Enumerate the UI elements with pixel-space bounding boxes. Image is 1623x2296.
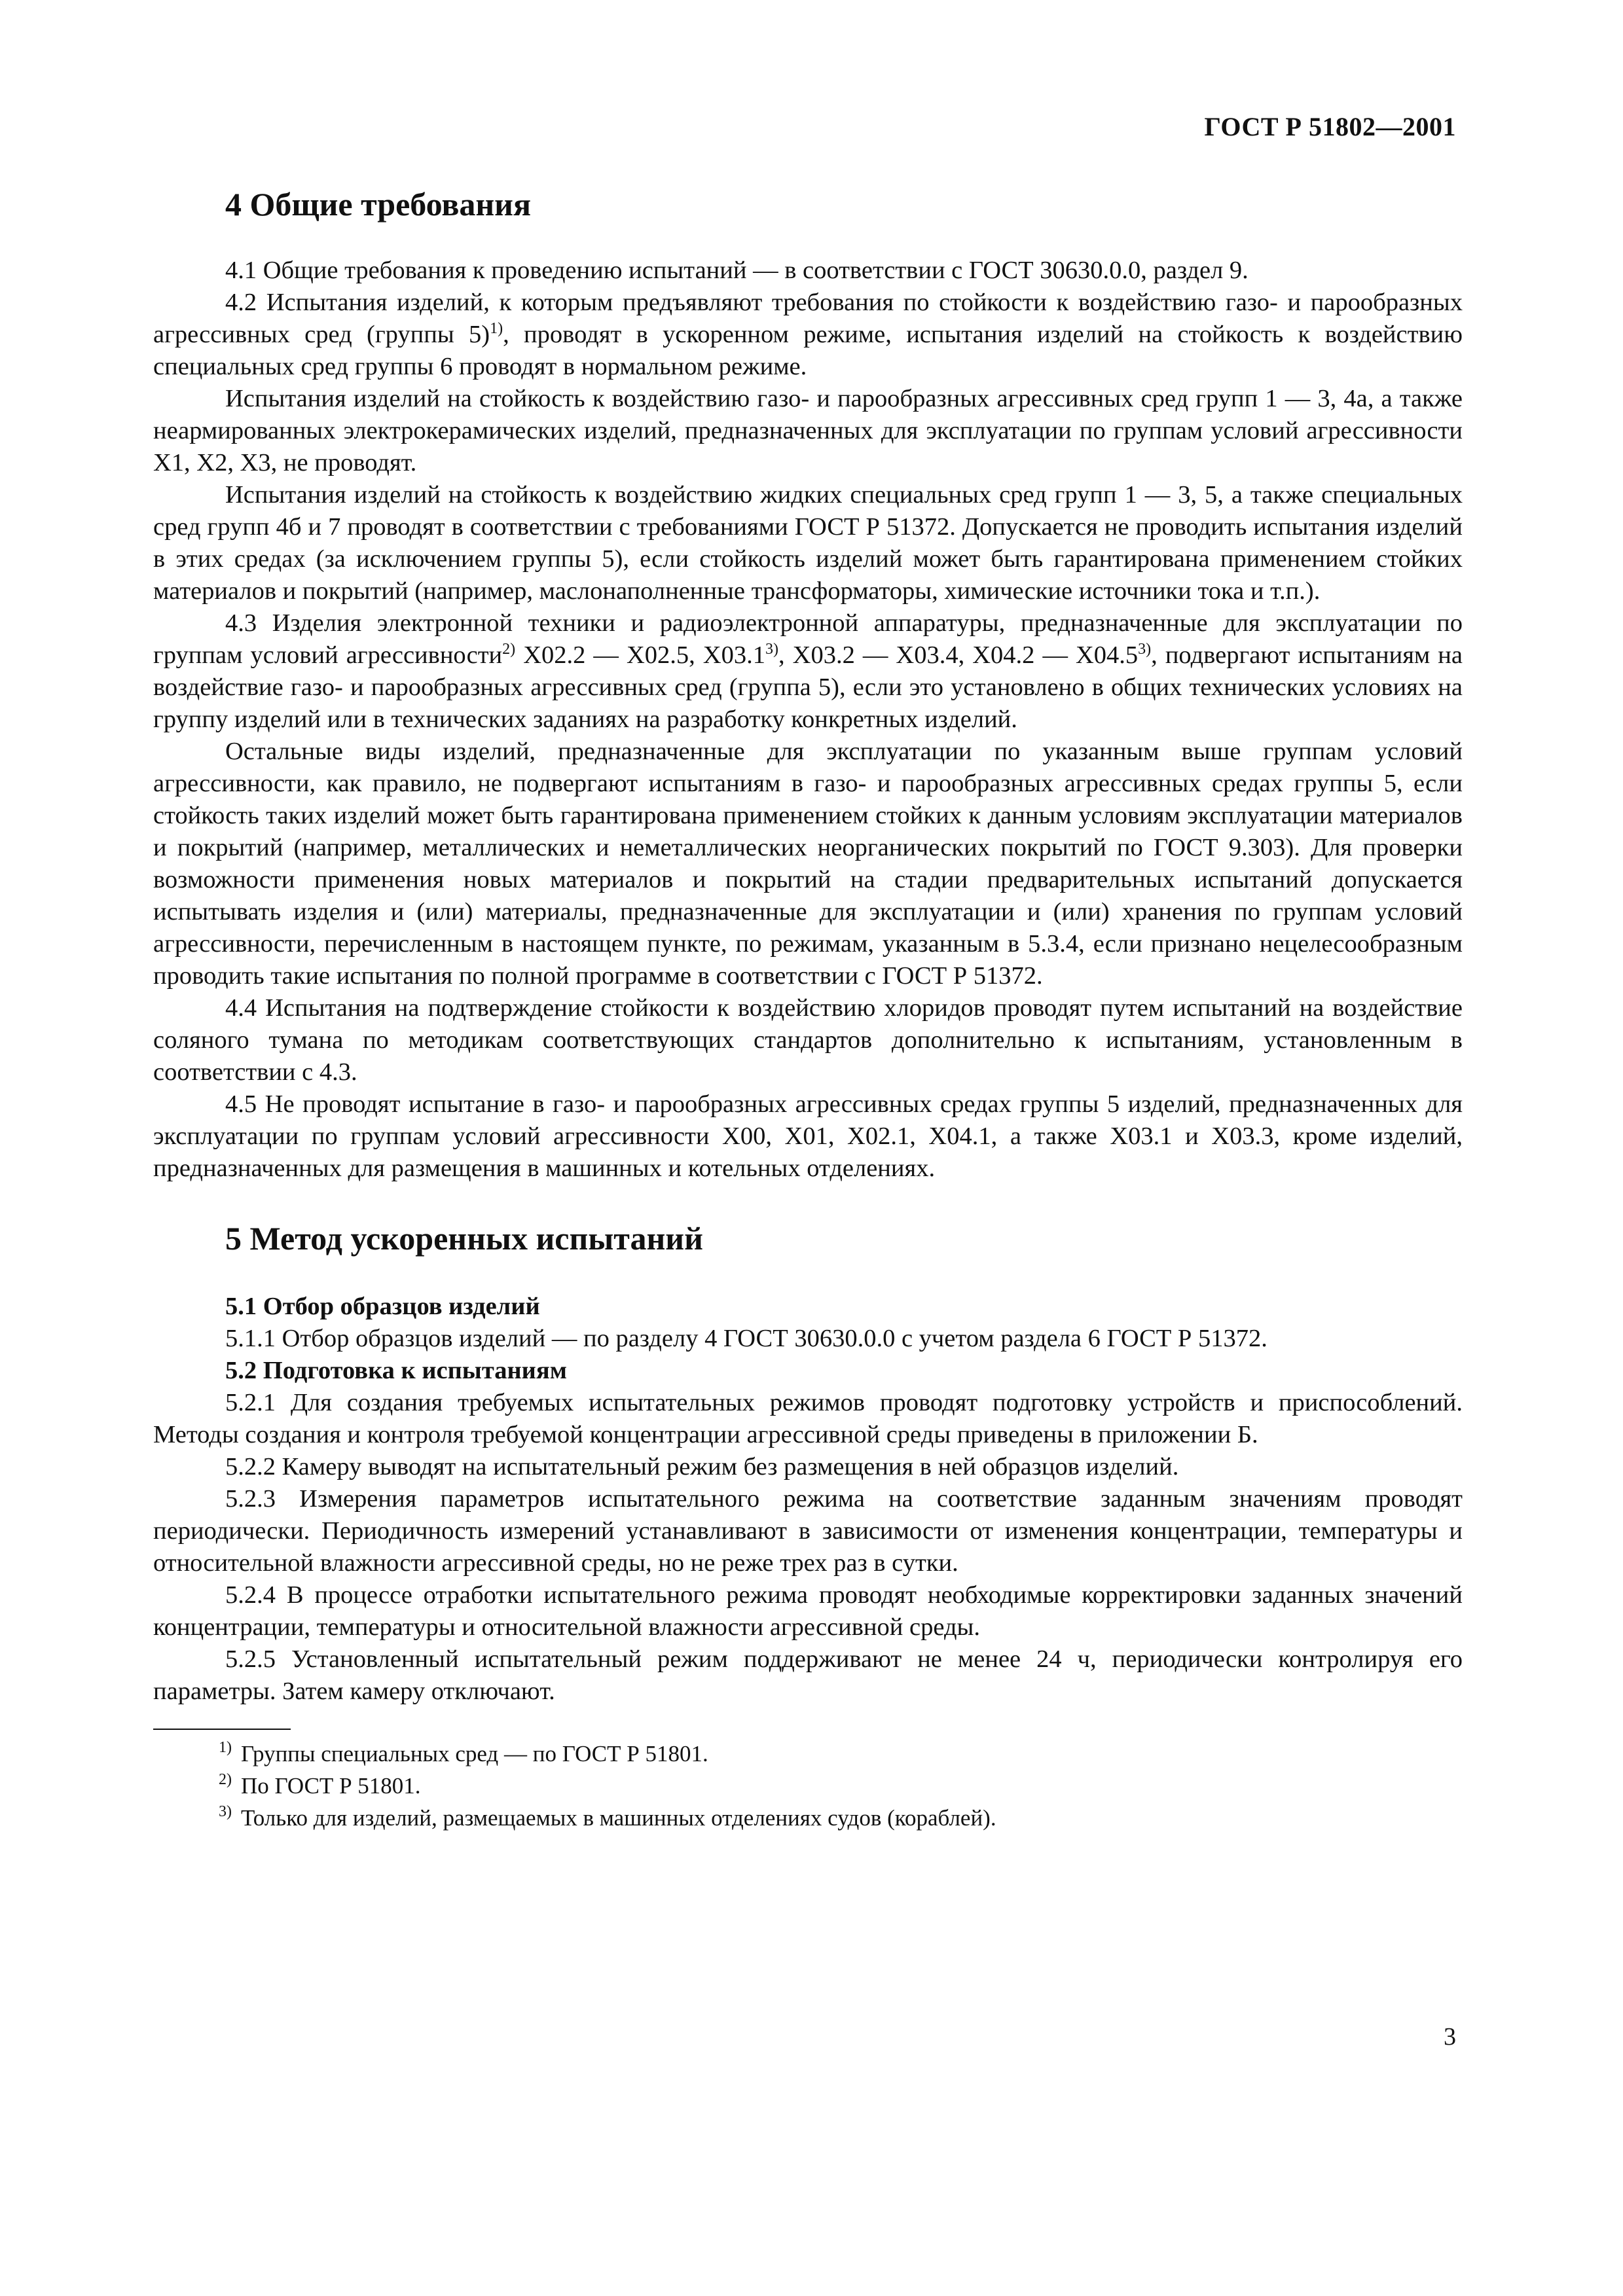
footnote-3-text: Только для изделий, размещаемых в машинных отделениях судов (кораблей).: [241, 1805, 996, 1831]
section-5-heading: 5 Метод ускоренных испытаний: [225, 1220, 703, 1257]
paragraph-5-2-5: 5.2.5 Установленный испытательный режим поддерживают не менее 24 ч, периодически контролируя его параметры. Затем камеру отключают.: [153, 1645, 1463, 1705]
section-5-body: [153, 1291, 1463, 1708]
footnote-ref-2: 2): [502, 641, 516, 658]
footnotes: [219, 1738, 1463, 1834]
paragraph-4-1: 4.1 Общие требования к проведению испытаний — в соответствии с ГОСТ 30630.0.0, раздел 9.: [225, 257, 1249, 284]
paragraph-5-2-2: 5.2.2 Камеру выводят на испытательный режим без размещения в ней образцов изделий.: [225, 1453, 1179, 1480]
footnote-ref-3a: 3): [765, 641, 778, 658]
footnote-2: [219, 1770, 1463, 1802]
paragraph-4-3-other-products: Остальные виды изделий, предназначенные для эксплуатации по указанным выше группам условий агрессивности, как правило, не подвергают испытаниям в газо- и парообразных агрессивных средах группы 5, если стойкость таких изделий может быть гарантирована применением стойких к данным условиям эксплуатации материалов и покрытий (например, металлических и неметаллических неорганических покрытий по ГОСТ 9.303). Для проверки возможности применения новых материалов и покрытий на стадии предварительных испытаний допускается испытывать изделия и (или) материалы, предназначенные для эксплуатации и (или) хранения по группам условий агрессивности, перечисленным в настоящем пункте, по режимам, указанным в 5.3.4, если признано нецелесообразным проводить такие испытания по полной программе в соответствии с ГОСТ Р 51372.: [153, 738, 1463, 990]
footnote-separator: [153, 1729, 291, 1730]
document-header: ГОСТ Р 51802—2001: [1204, 112, 1456, 141]
paragraph-4-3-text-c: , Х03.2 — Х03.4, Х04.2 — Х04.5: [778, 641, 1139, 669]
paragraph-5-2-4: 5.2.4 В процессе отработки испытательного режима проводят необходимые корректировки заданных значений концентрации, температуры и относительной влажности агрессивной среды.: [153, 1581, 1463, 1641]
section-4-body: [153, 255, 1463, 1185]
footnote-1: [219, 1738, 1463, 1770]
subsection-5-1-heading: 5.1 Отбор образцов изделий: [225, 1293, 540, 1320]
page-content: [153, 185, 1463, 1834]
paragraph-4-2-gas-groups: Испытания изделий на стойкость к воздействию газо- и парообразных агрессивных сред групп 1 — 3, 4а, а также неармированных электрокерамических изделий, предназначенных для эксплуатации по группам условий агрессивности Х1, Х2, Х3, не проводят.: [153, 385, 1463, 476]
footnote-2-mark: 2): [219, 1771, 232, 1788]
footnote-1-mark: 1): [219, 1739, 232, 1756]
footnote-ref-3b: 3): [1138, 641, 1152, 658]
paragraph-4-2-text-a: 4.2 Испытания изделий, к которым предъявляют требования по стойкости к воздействию газо- и парообразных агрессивных сред (группы 5): [153, 289, 1463, 348]
footnote-3-mark: 3): [219, 1803, 232, 1820]
paragraph-4-5: 4.5 Не проводят испытание в газо- и парообразных агрессивных средах группы 5 изделий, предназначенных для эксплуатации по группам условий агрессивности Х00, Х01, Х02.1, Х04.1, а также Х03.1 и Х03.3, кроме изделий, предназначенных для размещения в машинных и котельных отделениях.: [153, 1090, 1463, 1182]
paragraph-4-3-text-b: Х02.2 — Х02.5, Х03.1: [515, 641, 765, 669]
paragraph-5-2-1: 5.2.1 Для создания требуемых испытательных режимов проводят подготовку устройств и приспособлений. Методы создания и контроля требуемой концентрации агрессивной среды приведены в приложении Б.: [153, 1389, 1463, 1448]
paragraph-4-2-text-b: , проводят в ускоренном режиме, испытания изделий на стойкость к воздействию специальных сред группы 6 проводят в нормальном режиме.: [153, 321, 1463, 380]
paragraph-4-3-text-d: , подвергают испытаниям на воздействие газо- и парообразных агрессивных сред (группа 5), если это установлено в общих технических условиях на группу изделий или в технических заданиях на разработку конкретных изделий.: [153, 641, 1463, 733]
footnote-2-text: По ГОСТ Р 51801.: [241, 1773, 421, 1799]
footnote-ref-1: 1): [490, 320, 503, 337]
footnote-3: [219, 1802, 1463, 1834]
paragraph-4-2: [153, 287, 1463, 383]
paragraph-5-2-3: 5.2.3 Измерения параметров испытательного режима на соответствие заданным значениям проводят периодически. Периодичность измерений устанавливают в зависимости от изменения концентрации, температуры и относительной влажности агрессивной среды, но не реже трех раз в сутки.: [153, 1485, 1463, 1577]
paragraph-5-1-1: 5.1.1 Отбор образцов изделий — по разделу 4 ГОСТ 30630.0.0 с учетом раздела 6 ГОСТ Р 51372.: [225, 1325, 1267, 1352]
section-4-heading: 4 Общие требования: [225, 186, 532, 223]
paragraph-4-2-liquid-media: Испытания изделий на стойкость к воздействию жидких специальных сред групп 1 — 3, 5, а также специальных сред групп 4б и 7 проводят в соответствии с требованиями ГОСТ Р 51372. Допускается не проводить испытания изделий в этих средах (за исключением группы 5), если стойкость изделий может быть гарантирована применением стойких материалов и покрытий (например, маслонаполненные трансформаторы, химические источники тока и т.п.).: [153, 481, 1463, 605]
paragraph-4-3: [153, 607, 1463, 736]
paragraph-4-4: 4.4 Испытания на подтверждение стойкости к воздействию хлоридов проводят путем испытаний на воздействие соляного тумана по методикам соответствующих стандартов дополнительно к испытаниям, установленным в соответствии с 4.3.: [153, 994, 1463, 1086]
paragraph-4-3-text-a: 4.3 Изделия электронной техники и радиоэлектронной аппаратуры, предназначенные для эксплуатации по группам условий агрессивности: [153, 609, 1463, 669]
page-number: 3: [1444, 2023, 1456, 2051]
footnote-1-text: Группы специальных сред — по ГОСТ Р 51801.: [241, 1741, 708, 1767]
subsection-5-2-heading: 5.2 Подготовка к испытаниям: [225, 1357, 567, 1384]
